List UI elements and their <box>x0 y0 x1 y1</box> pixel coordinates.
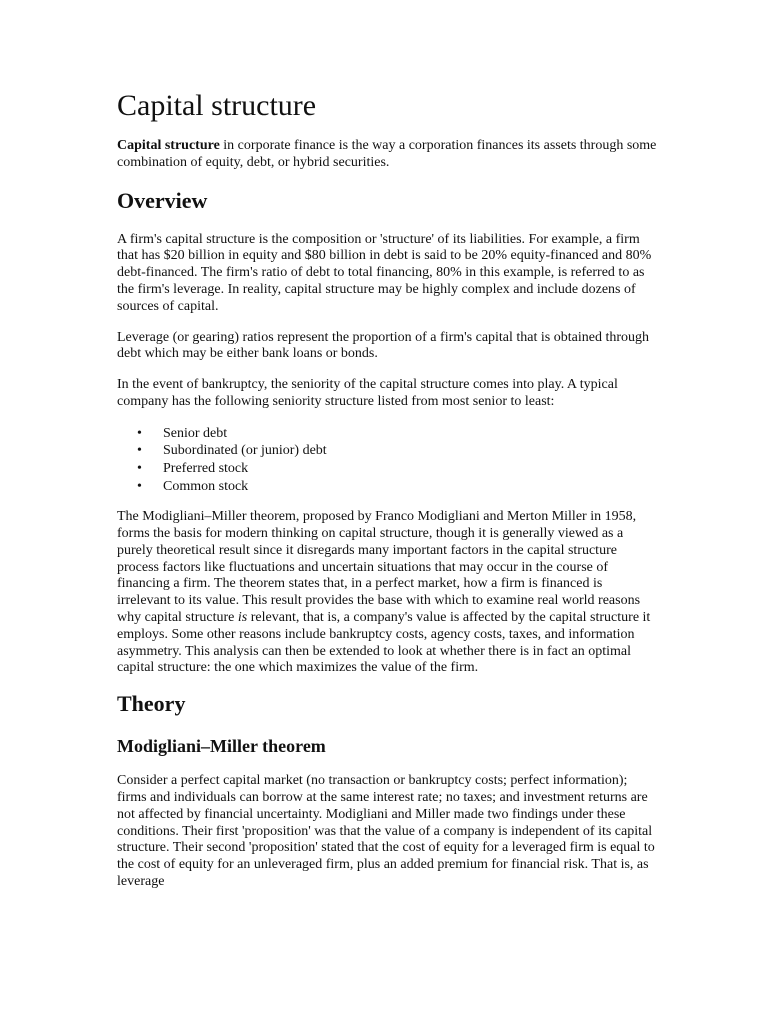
overview-paragraph-1: A firm's capital structure is the composition or 'structure' of its liabilities. For example, a firm that has $20 billion in equity and $80 billion in debt is said to be 20% equity-financed and 80% debt-financed. The firm's ratio of debt to total financing, 80% in this example, is referred to as the firm's leverage. In reality, capital structure may be highly complex and include dozens of sources of capital. <box>117 231 652 314</box>
theory-heading: Theory <box>117 691 186 717</box>
mm-text-before: The Modigliani–Miller theorem, proposed by Franco Modigliani and Merton Miller in 1958, forms the basis for modern thinking on capital structure, though it is generally viewed as a purely theoretical result since it disregards many important factors in the capital structure process factors like fluctuations and uncertain situations that may occur in the course of financing a firm. The theorem states that, in a perfect market, how a firm is financed is irrelevant to its value. This result provides the base with which to examine real world reasons why capital structure <box>117 509 641 625</box>
seniority-list <box>117 425 658 495</box>
mm-text-after: relevant, that is, a company's value is affected by the capital structure it employs. Some other reasons include bankruptcy costs, agency costs, taxes, and information asymmetry. This analysis can then be extended to look at whether there is in fact an optimal capital structure: the one which maximizes the value of the firm. <box>117 609 651 676</box>
list-item: • Senior debt <box>163 425 658 443</box>
page-title: Capital structure <box>117 89 317 122</box>
intro-paragraph <box>117 138 658 172</box>
intro-section <box>117 138 658 172</box>
overview-heading: Overview <box>117 187 208 213</box>
theory-paragraph-1: Consider a perfect capital market (no transaction or bankruptcy costs; perfect information); firms and individuals can borrow at the same interest rate; no taxes; and investment returns are not affected by financial uncertainty. Modigliani and Miller made two findings under these conditions. Their first 'proposition' was that the value of a company is independent of its capital structure. Their second 'proposition' stated that the cost of equity for a leveraged firm is equal to the cost of equity for an unleveraged firm, plus an added premium for financial risk. That is, as leverage <box>117 773 655 889</box>
list-item: • Subordinated (or junior) debt <box>163 442 658 460</box>
overview-paragraph-4 <box>117 509 658 677</box>
mm-italic-word: is <box>237 609 248 625</box>
mm-theorem-subheading: Modigliani–Miller theorem <box>117 736 326 757</box>
intro-text: in corporate finance is the way a corporation finances its assets through some combination of equity, debt, or hybrid securities. <box>117 138 657 170</box>
overview-paragraph-2: Leverage (or gearing) ratios represent the proportion of a firm's capital that is obtained through debt which may be either bank loans or bonds. <box>117 329 649 362</box>
list-item: • Preferred stock <box>163 460 658 478</box>
list-item: • Common stock <box>163 478 658 496</box>
intro-bold-term: Capital structure <box>117 138 220 153</box>
overview-paragraph-3: In the event of bankruptcy, the seniority of the capital structure comes into play. A typical company has the following seniority structure listed from most senior to least: <box>117 377 618 409</box>
